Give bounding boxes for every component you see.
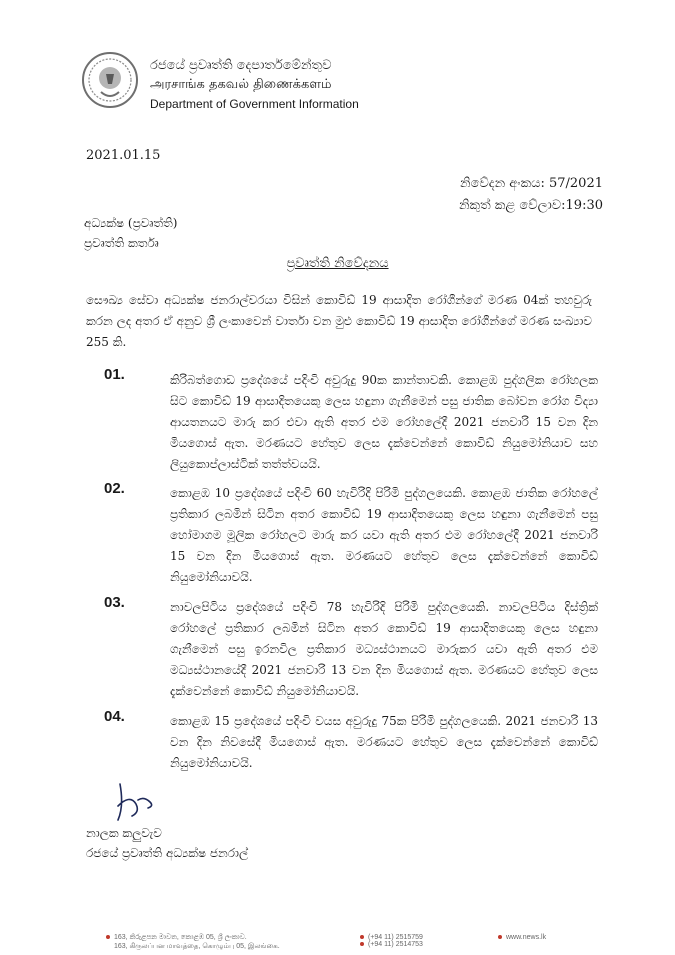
intro-paragraph: සෞඛ්‍ය සේවා අධ්‍යක්ෂ ජනරාල්වරයා විසින් කොවිඩ් 19 ආසාදිත රෝගීන්ගේ මරණ 04ක් තහවුරු කරන ලද අතර ඒ අනුව ශ්‍රී ලංකාවෙන් වාර්තා වන මුළු කොවිඩ් 19 ආසාදිත රෝගීන්ගේ මරණ සංඛ්‍යාව 255 කි. [86,293,592,349]
signatory-name: නාලක කලුවැව [86,826,162,840]
phone-icon [360,935,364,939]
footer-website: www.news.lk [498,934,546,941]
footer-address: 163, කිරුළපන මාවත, කොළඹ 05, ශ්‍රී ලංකාව. 163, கிருலப்பன மாவத்தை, கொழும்பு 05, இலங்கை. [106,934,280,951]
item-number: 03. [104,594,125,611]
item-number: 02. [104,480,125,497]
addressee-line-2: ප්‍රවෘත්ති කර්තෘ [84,236,159,250]
item-number: 04. [104,708,125,725]
web-icon [498,935,502,939]
item-text: නාවලපිටිය ප්‍රදේශයේ පදිංචි 78 හැවිරිදි පිරිමි පුද්ගලයෙකි. නාවලපිටිය දිස්ත්‍රික් රෝහලේ ප්‍රතිකාර ලබමින් සිටින අතර කොවිඩ් 19 ආසාදිතයෙකු ලෙස හඳුනා ගැනීමෙන් පසු ඉරනවිල ප්‍රතිකාර මධ්‍යස්ථානයට මාරුකර යවා ඇති අතර එම මධ්‍යස්ථානයේදී 2021 ජනවාරි 13 වන දින මියගොස් ඇත. මරණයට හේතුව ලෙස දැක්වෙන්නේ කොවිඩ් නියුමෝනියාවයි. [170,600,598,698]
government-emblem-icon [80,50,140,110]
addressee-line-1: අධ්‍යක්ෂ (ප්‍රවෘත්ති) [84,216,178,230]
header-dept-sinhala: රජයේ ප්‍රවෘත්ති දෙපාර්තමේන්තුව [150,58,332,73]
footer-contact: (+94 11) 2515759 (+94 11) 2514753 [360,934,423,948]
fax-icon [360,942,364,946]
item-text: කිරිබත්ගොඩ ප්‍රදේශයේ පදිංචි අවුරුදු 90ක කාන්තාවකි. කොළඹ පුද්ගලික රෝහලක සිට කොවිඩ් 19 ආසාදිතයෙකු ලෙස හඳුනා ගැනීමෙන් පසු ජාතික බෝවන රෝග විද්‍යා ආයතනයට මාරු කර එවා ඇති අතර එම රෝහලේදී 2021 ජනවාරි 15 වන දින මියගොස් ඇත. මරණයට හේතුව ලෙස දැක්වෙන්නේ කොවිඩ් නියුමෝනියාව සහ ලියුකොප්ලාස්ටික් තත්ත්වයයි. [170,373,598,471]
signatory-title: රජයේ ප්‍රවෘත්ති අධ්‍යක්ෂ ජනරාල් [86,846,249,860]
bullet-icon [106,935,110,939]
release-time: නිකුත් කළ වේලාව:19:30 [459,198,603,213]
release-number: නිවේදන අංකය: 57/2021 [460,176,603,191]
item-text: කොළඹ 15 ප්‍රදේශයේ පදිංචි වයස අවුරුදු 75ක පිරිමි පුද්ගලයෙකි. 2021 ජනවාරි 13 වන දින නිවසේදී මියගොස් ඇත. මරණයට හේතුව ලෙස දැක්වෙන්නේ කොවිඩ් නියුමෝනියාවයි. [170,714,598,770]
document-title: ප්‍රවෘත්ති නිවේදනය [286,256,389,271]
item-text: කොළඹ 10 ප්‍රදේශයේ පදිංචි 60 හැවිරිදි පිරිමි පුද්ගලයෙකි. කොළඹ ජාතික රෝහලේ ප්‍රතිකාර ලබමින් සිටින අතර කොවිඩ් 19 ආසාදිතයෙකු ලෙස හඳුනා ගැනීමෙන් පසු හෝමාගම මූලික රෝහලට මාරු කර යවා ඇති අතර එම රෝහලේදී 2021 ජනවාරි 15 වන දින මියගොස් ඇත. මරණයට හේතුව ලෙස දැක්වෙන්නේ කොවිඩ් නියුමෝනියාවයි. [170,486,598,584]
header-dept-english: Department of Government Information [150,97,359,111]
release-date: 2021.01.15 [86,148,161,163]
header-dept-tamil: அரசாங்க தகவல் திணைக்களம் [150,77,332,92]
handwritten-signature [110,776,190,826]
item-number: 01. [104,366,125,383]
